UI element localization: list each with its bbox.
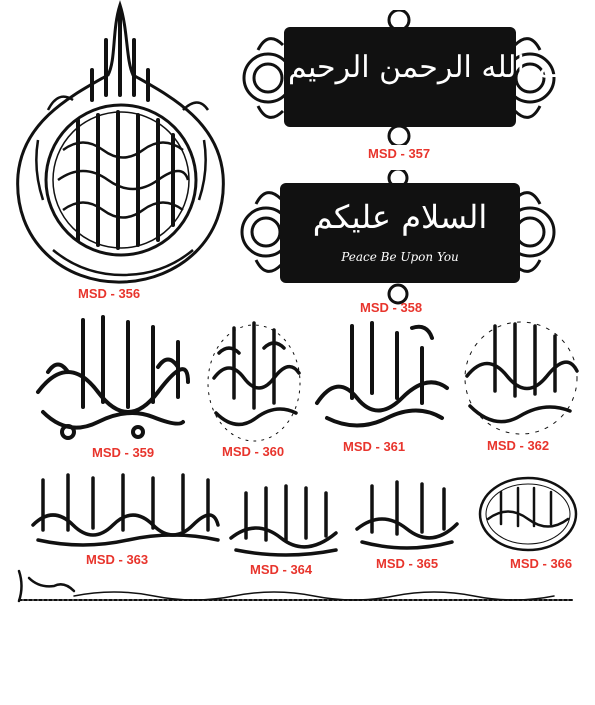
calligraphy-artwork xyxy=(455,316,587,440)
product-code-label: MSD - 357 xyxy=(368,146,431,161)
product-code-label: MSD - 359 xyxy=(92,445,155,460)
product-code-label: MSD - 356 xyxy=(78,286,141,301)
product-code-label: MSD - 362 xyxy=(487,438,550,453)
calligraphy-artwork xyxy=(204,318,304,446)
product-code-label: MSD - 358 xyxy=(360,300,423,315)
cropped-calligraphy-strip xyxy=(14,566,580,604)
product-code-label: MSD - 366 xyxy=(510,556,573,571)
ayatul-kursi-artwork xyxy=(8,0,238,285)
product-code-label: MSD - 363 xyxy=(86,552,149,567)
plaque-arabic-text: السلام عليكم xyxy=(312,198,488,236)
calligraphy-artwork xyxy=(28,470,224,550)
product-code-label: MSD - 360 xyxy=(222,444,285,459)
calligraphy-artwork xyxy=(352,474,462,554)
product-code-label: MSD - 361 xyxy=(343,439,406,454)
calligraphy-artwork xyxy=(226,478,344,558)
product-code-label: MSD - 365 xyxy=(376,556,439,571)
product-code-label: MSD - 364 xyxy=(250,562,313,577)
calligraphy-artwork xyxy=(476,474,580,554)
plaque-english-text: Peace Be Upon You xyxy=(341,250,459,264)
calligraphy-artwork xyxy=(312,318,452,436)
plaque-arabic-text: بسم الله الرحمن الرحيم xyxy=(288,50,590,85)
calligraphy-artwork xyxy=(28,312,198,447)
